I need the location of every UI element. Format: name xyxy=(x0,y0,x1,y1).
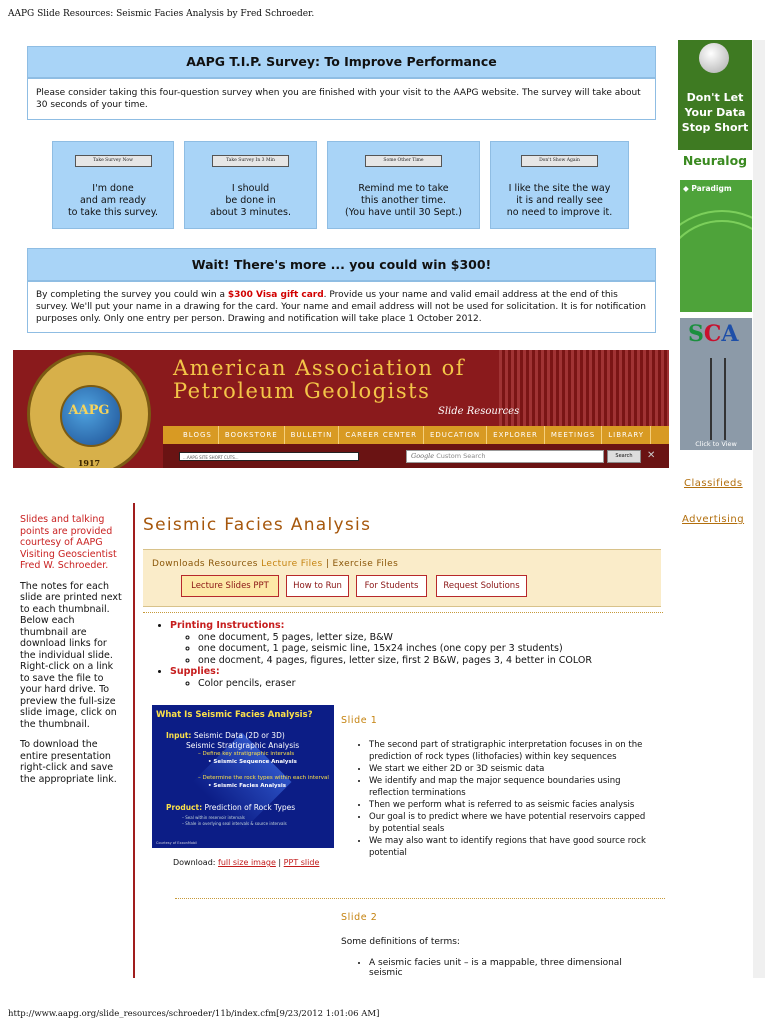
banner-title-line2: Petroleum Geologists xyxy=(173,379,431,403)
list-item: • The second part of stratigraphic interpretation focuses in on the prediction of rock types (lithofacies) within key sequences xyxy=(369,739,655,763)
win-description: By completing the survey you could win a $300 Visa gift card. Provide us your name and valid email address at the end of this survey. We'll put your name in a drawing for the card. Your name and email address will not be used for solicitation. It is for notification purposes only. Only one entry per person. Drawing and notification will take place 1 October 2012. xyxy=(27,281,656,333)
downloads-line: Downloads Resources Lecture Files | Exercise Files xyxy=(152,559,399,569)
survey-description: Please consider taking this four-question survey when you are finished with your visit to the AAPG website. The survey will take about 30 seconds of your time. xyxy=(27,78,656,120)
paradigm-ad[interactable] xyxy=(680,180,752,312)
list-item: • Our goal is to predict where we have potential reservoirs capped by potential seals xyxy=(369,811,655,835)
gift-card-highlight: $300 Visa gift card xyxy=(227,290,324,300)
sca-logo: SCA xyxy=(688,321,739,347)
ppt-slide-link[interactable]: PPT slide xyxy=(283,858,320,867)
thumb-line: – Shale in overlying seal intervals & source intervals xyxy=(182,821,287,826)
list-item: • We identify and map the major sequence boundaries using reflection terminations xyxy=(369,775,655,799)
neuralog-ad[interactable] xyxy=(678,40,752,172)
sidebar-download-info: To download the entire presentation right-click and save the appropriate link. xyxy=(20,739,117,785)
tab-for-students[interactable]: For Students xyxy=(356,575,427,597)
list-item: ◦ Color pencils, eraser xyxy=(198,678,652,690)
seal-year: 1917 xyxy=(77,458,101,468)
nav-explorer[interactable]: EXPLORER xyxy=(487,426,545,444)
slide-2-intro: Some definitions of terms: xyxy=(341,937,460,947)
slide-2-notes xyxy=(355,958,645,978)
thumb-line: • Seismic Facies Analysis xyxy=(208,783,287,789)
close-icon[interactable]: ✕ xyxy=(647,450,656,461)
instructions xyxy=(152,620,652,689)
survey-option-dont-show xyxy=(490,141,629,229)
dont-show-again-button[interactable]: Don't Show Again xyxy=(521,155,598,167)
divider xyxy=(175,898,665,899)
search-button[interactable]: Search xyxy=(607,450,641,463)
nav-library[interactable]: LIBRARY xyxy=(602,426,651,444)
thumb-product: Product: Prediction of Rock Types xyxy=(166,803,296,812)
slide-1-download-links: Download: full size image | PPT slide xyxy=(173,858,320,867)
contour-map-icon xyxy=(680,220,752,312)
slide-2-label: Slide 2 xyxy=(341,912,378,923)
nav-education[interactable]: EDUCATION xyxy=(424,426,487,444)
nav-bookstore[interactable]: BOOKSTORE xyxy=(219,426,285,444)
sidebar xyxy=(20,514,124,794)
advertising-link[interactable]: Advertising xyxy=(682,514,745,525)
site-shortcuts-select[interactable]: ...AAPG SITE SHORT CUTS... xyxy=(179,452,359,461)
thumb-line: • Seismic Sequence Analysis xyxy=(208,759,297,765)
survey-option-other-time xyxy=(327,141,480,229)
slide-1-notes xyxy=(355,739,655,859)
golf-ball-icon xyxy=(699,43,729,73)
exercise-files-link[interactable]: Exercise Files xyxy=(332,559,399,569)
nav-blogs[interactable]: BLOGS xyxy=(163,426,219,444)
divider xyxy=(143,612,663,613)
survey-title: AAPG T.I.P. Survey: To Improve Performance xyxy=(27,46,656,78)
banner-subtitle: Slide Resources xyxy=(438,406,520,417)
banner-title-line1: American Association of xyxy=(173,356,466,380)
survey-option-3-min xyxy=(184,141,317,229)
list-item: • We may also want to identify regions that have good source rock potential xyxy=(369,835,655,859)
aapg-banner xyxy=(13,350,669,468)
tab-how-to-run[interactable]: How to Run xyxy=(286,575,349,597)
paradigm-logo: ◆ Paradigm xyxy=(683,184,732,193)
lecture-files-link[interactable]: Lecture Files xyxy=(261,559,323,569)
list-item: ◦ one docment, 4 pages, figures, letter size, first 2 B&W, pages 3, 4 better in COLOR xyxy=(198,655,652,667)
win-title: Wait! There's more ... you could win $300! xyxy=(27,248,656,281)
printing-heading: Printing Instructions: xyxy=(170,620,285,631)
survey-option-text: I like the site the way it is and really see no need to improve it. xyxy=(506,183,613,218)
ad-click-to-view: Click to View xyxy=(695,440,737,448)
print-header: AAPG Slide Resources: Seismic Facies Analysis by Fred Schroeder. xyxy=(8,9,315,19)
list-item: • Then we perform what is referred to as seismic facies analysis xyxy=(369,799,655,811)
nav-career-center[interactable]: CAREER CENTER xyxy=(339,426,424,444)
banner-stripes xyxy=(499,350,669,426)
nav-meetings[interactable]: MEETINGS xyxy=(545,426,602,444)
thumb-line: – Seal within reservoir intervals xyxy=(182,815,245,820)
aapg-seal-logo[interactable] xyxy=(27,352,151,468)
sidebar-credit: Slides and talking points are provided courtesy of AAPG Visiting Geoscientist Fred W. Schroeder. xyxy=(20,514,117,571)
drilling-rig-icon xyxy=(710,358,726,440)
survey-option-take-now xyxy=(52,141,174,229)
sca-ad[interactable] xyxy=(680,318,752,450)
classifieds-link[interactable]: Classifieds xyxy=(684,478,743,489)
tab-request-solutions[interactable]: Request Solutions xyxy=(436,575,527,597)
thumb-line: – Determine the rock types within each interval xyxy=(198,775,329,781)
print-footer: http://www.aapg.org/slide_resources/schroeder/11b/index.cfm[9/23/2012 1:01:06 AM] xyxy=(8,1009,380,1019)
slide-1-label: Slide 1 xyxy=(341,715,378,726)
thumb-footer: Courtesy of ExxonMobil xyxy=(156,841,198,845)
thumb-input: Input: Seismic Data (2D or 3D) xyxy=(166,731,285,740)
ad-message: Don't Let Your Data Stop Short xyxy=(681,91,749,134)
list-item: ◦ one document, 5 pages, letter size, B&W xyxy=(198,632,652,644)
neuralog-logo: Neuralog xyxy=(678,150,752,172)
thumb-ssa: Seismic Stratigraphic Analysis xyxy=(186,741,300,750)
downloads-panel xyxy=(143,549,661,607)
tab-lecture-slides-ppt[interactable]: Lecture Slides PPT xyxy=(181,575,279,597)
thumb-title: What Is Seismic Facies Analysis? xyxy=(156,710,313,720)
seal-text: AAPG xyxy=(68,403,110,418)
scrollbar[interactable] xyxy=(753,40,765,978)
thumb-line: – Define key stratigraphic intervals xyxy=(198,751,295,757)
survey-option-text: I'm done and am ready to take this survey. xyxy=(67,183,159,218)
page-title: Seismic Facies Analysis xyxy=(143,515,372,535)
survey-option-text: Remind me to take this another time. (You have until 30 Sept.) xyxy=(345,183,462,218)
sidebar-notes: The notes for each slide are printed next to each thumbnail. Below each thumbnail are download links for the individual slide. Right-click on a link to save the file to your hard drive. To preview the full-size slide image, click on the thumbnail. xyxy=(20,580,122,730)
full-size-image-link[interactable]: full size image xyxy=(218,858,276,867)
survey-option-text: I should be done in about 3 minutes. xyxy=(210,183,291,218)
nav-bulletin[interactable]: BULLETIN xyxy=(285,426,340,444)
google-search-input[interactable]: Google Custom Search xyxy=(406,450,604,463)
list-item: • A seismic facies unit – is a mappable, three dimensional seismic xyxy=(369,958,645,978)
supplies-heading: Supplies: xyxy=(170,666,220,677)
google-logo: Google xyxy=(411,452,435,460)
some-other-time-button[interactable]: Some Other Time xyxy=(365,155,442,167)
take-survey-3-min-button[interactable]: Take Survey In 3 Min xyxy=(212,155,289,167)
list-item: • We start we either 2D or 3D seismic data xyxy=(369,763,655,775)
slide-1-thumbnail[interactable] xyxy=(152,705,334,848)
take-survey-now-button[interactable]: Take Survey Now xyxy=(75,155,152,167)
list-item: ◦ one document, 1 page, seismic line, 15x24 inches (one copy per 3 students) xyxy=(198,643,652,655)
sidebar-divider xyxy=(133,503,135,978)
main-nav xyxy=(163,426,669,444)
